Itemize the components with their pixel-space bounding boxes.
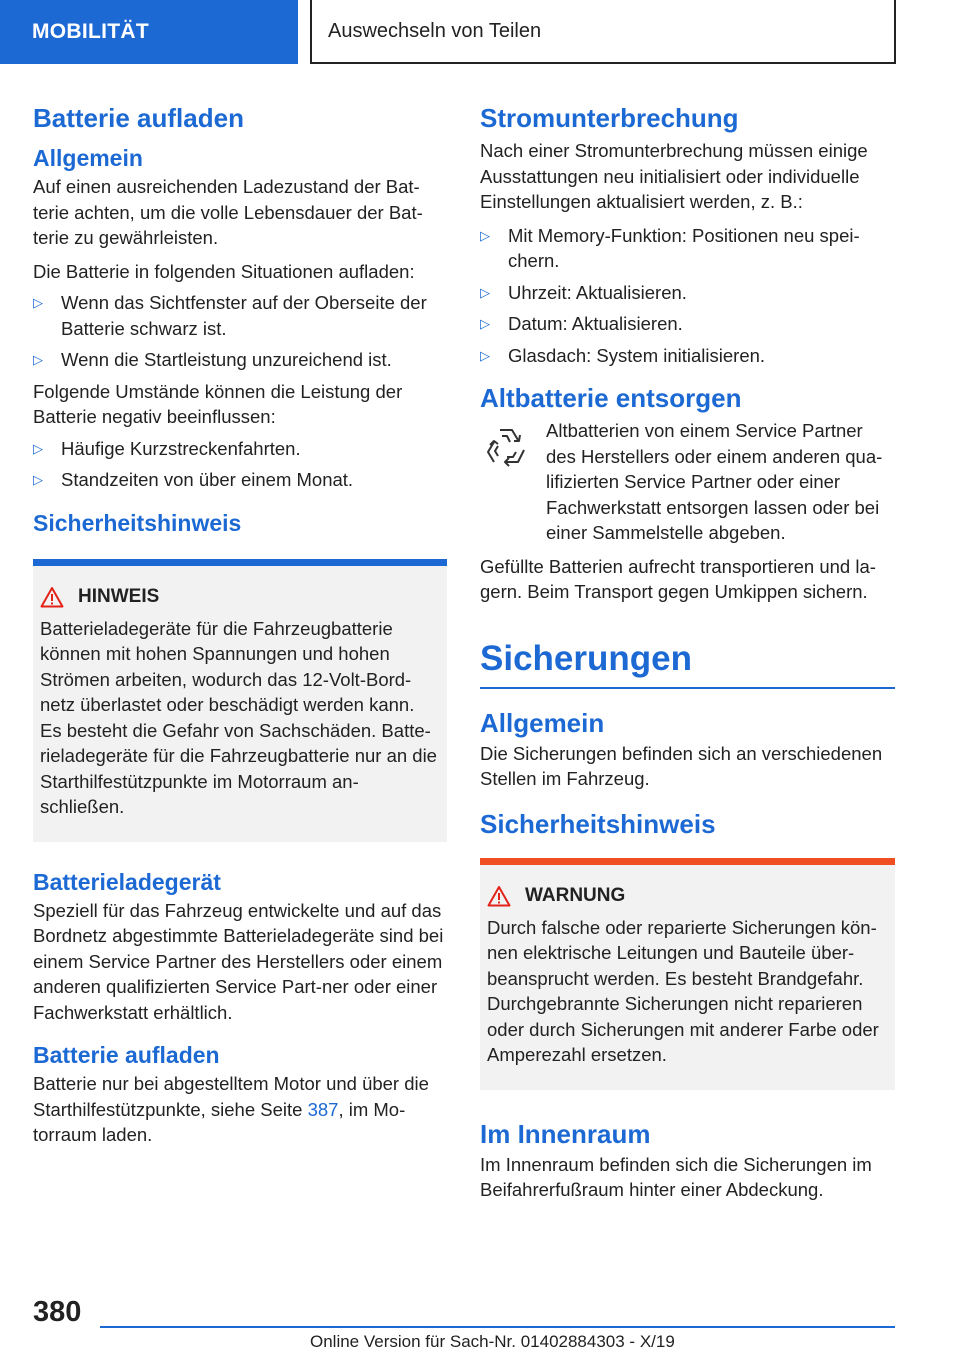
paragraph-general-2: Die Batterie in folgenden Situationen aufladen: [33, 260, 415, 282]
paragraph-interior: Im Innenraum befinden sich die Sicherungen im Beifahrerfußraum hinter einer Abdeckung. [480, 1153, 872, 1200]
list-power [480, 223, 895, 369]
heading-safety-fuses: Sicherheitshinweis [480, 808, 716, 839]
list-item: ▷ Glasdach: System initialisieren. [480, 343, 895, 369]
heading-interior: Im Innenraum [480, 1118, 651, 1149]
list-item: ▷ Mit Memory-Funktion: Positionen neu spei-chern. [480, 224, 860, 271]
page-link[interactable]: 387 [307, 1098, 339, 1120]
paragraph-charge-2: Batterie nur bei abgestelltem Motor und über die Starthilfestützpunkte, siehe Seite 387, im Mo-torraum laden. [33, 1073, 429, 1145]
heading-rule [480, 687, 895, 689]
heading-safety: Sicherheitshinweis [33, 509, 242, 536]
paragraph-general-fuses: Die Sicherungen befinden sich an verschiedenen Stellen im Fahrzeug. [480, 742, 883, 789]
footer-rule [100, 1326, 895, 1328]
list-situations [33, 290, 447, 373]
warning-box [480, 858, 895, 1090]
list-item: ▷ Datum: Aktualisieren. [480, 311, 895, 337]
header-section-tab [0, 0, 298, 64]
triangle-right-icon: ▷ [33, 440, 43, 456]
notice-box [33, 559, 447, 842]
warning-triangle-icon [40, 586, 64, 608]
triangle-right-icon: ▷ [33, 295, 43, 310]
heading-general-fuses: Allgemein [480, 707, 605, 738]
list-item: ▷ Standzeiten von über einem Monat. [33, 467, 447, 493]
paragraph-charger: Speziell für das Fahrzeug entwickelte und auf das Bordnetz abgestimmte Batterieladegeräte sind bei einem Service Partner des Herstellers oder einem anderen qualifizierten Service Part-ner oder einer Fachwerkstatt erhältlich. [33, 899, 444, 1023]
heading-charger: Batterieladegerät [33, 868, 221, 895]
triangle-right-icon: ▷ [33, 472, 43, 487]
list-item: ▷ Wenn die Startleistung unzureichend ist. [33, 347, 447, 373]
recycle-icon [480, 422, 532, 474]
triangle-right-icon: ▷ [480, 347, 490, 363]
section-title: MOBILITÄT [32, 20, 150, 43]
notice-bar [33, 559, 447, 566]
triangle-right-icon: ▷ [480, 284, 490, 300]
paragraph-disposal-1a: Altbatterien von einem Service Partner des Herstellers oder einem anderen qua-lifizierten Service Partner oder einer Fachwerkstatt entsorgen lassen oder bei einer Sammelstelle abgeben. [546, 420, 883, 543]
list-item: ▷ Uhrzeit: Aktualisieren. [480, 280, 895, 306]
heading-general: Allgemein [33, 145, 143, 171]
notice-text: Batterieladegeräte für die Fahrzeugbatterie können mit hohen Spannungen und hohen Strömen arbeiten, wodurch das 12-Volt-Bord-netz überlastet oder beschädigt werden kann. Es besteht die Gefahr von Sachschäden. Batte-rieladegeräte für die Fahrzeugbatterie nur an die Starthilfestützpunkte im Motorraum an-schließen. [40, 617, 437, 817]
warning-text: Durch falsche oder reparierte Sicherungen kön-nen elektrische Leitungen und Bauteile über-beansprucht werden. Es besteht Brandgefahr. Durchgebrannte Sicherungen nicht reparieren oder durch Sicherungen mit anderer Farbe oder Amperezahl ersetzen. [487, 916, 879, 1065]
list-item: ▷ Wenn das Sichtfenster auf der Oberseite der Batterie schwarz ist. [33, 292, 427, 339]
chapter-title: Auswechseln von Teilen [328, 19, 542, 42]
notice-title: HINWEIS [78, 585, 160, 607]
header-chapter-box [310, 0, 896, 64]
heading-charge-2: Batterie aufladen [33, 1042, 220, 1068]
paragraph-power: Nach einer Stromunterbrechung müssen einige Ausstattungen neu initialisiert oder individuelle Einstellungen aktualisiert werden, z. B.: [480, 140, 868, 212]
paragraph-factors: Folgende Umstände können die Leistung der Batterie negativ beeinflussen: [33, 380, 403, 427]
heading-fuses: Sicherungen [480, 638, 692, 678]
warning-bar [480, 858, 895, 865]
left-column [33, 100, 447, 1148]
warning-triangle-icon [487, 885, 511, 907]
heading-disposal: Altbatterie entsorgen [480, 383, 742, 413]
page-number: 380 [33, 1296, 82, 1328]
triangle-right-icon: ▷ [33, 352, 43, 367]
list-factors [33, 436, 447, 493]
footer-text: Online Version für Sach-Nr. 01402884303 - X/19 [310, 1332, 675, 1351]
triangle-right-icon: ▷ [480, 316, 490, 331]
right-column [480, 100, 895, 1203]
heading-power-interruption: Stromunterbrechung [480, 103, 739, 133]
triangle-right-icon: ▷ [480, 227, 490, 243]
paragraph-general-1: Auf einen ausreichenden Ladezustand der Bat-terie achten, um die volle Lebensdauer der Bat-terie zu gewährleisten. [33, 176, 423, 248]
list-item: ▷ Häufige Kurzstreckenfahrten. [33, 436, 447, 462]
heading-battery-charge: Batterie aufladen [33, 103, 244, 133]
paragraph-disposal-2: Gefüllte Batterien aufrecht transportieren und la-gern. Beim Transport gegen Umkippen sichern. [480, 555, 876, 602]
warning-title: WARNUNG [525, 884, 626, 906]
